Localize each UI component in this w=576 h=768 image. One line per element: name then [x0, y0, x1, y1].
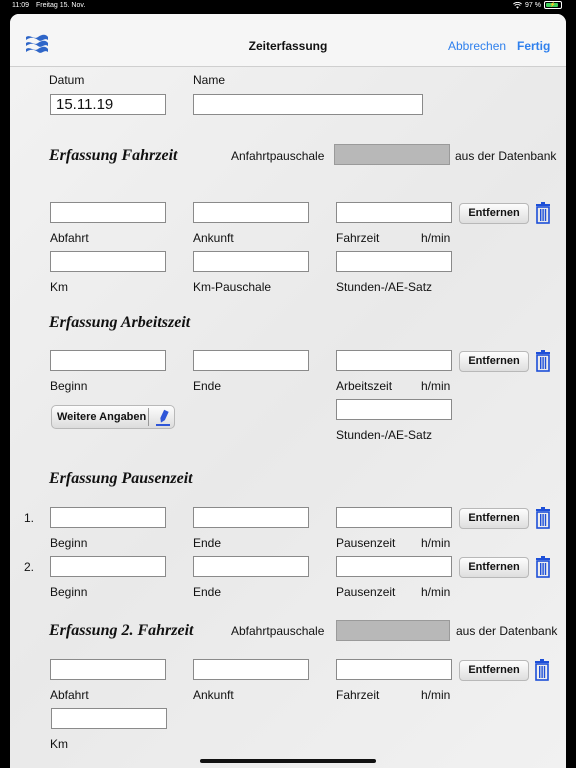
remove-pause1-button[interactable]: Entfernen: [459, 508, 529, 529]
fahrzeit-heading: Erfassung Fahrzeit: [49, 147, 178, 164]
pause-row-number: 1.: [24, 511, 35, 525]
remove-pause2-button[interactable]: Entfernen: [459, 557, 529, 578]
pause1-ende-label: Ende: [193, 536, 222, 550]
pause2-ende-label: Ende: [193, 585, 222, 599]
ankunft2-field[interactable]: [193, 659, 309, 680]
database-label: aus der Datenbank: [456, 624, 558, 638]
pause-row-number: 2.: [24, 560, 35, 574]
abfahrt2-field[interactable]: [50, 659, 166, 680]
km-pauschale-label: Km-Pauschale: [193, 280, 272, 294]
km-field[interactable]: [50, 251, 166, 272]
ankunft-label: Ankunft: [193, 231, 234, 245]
pausenzeit-heading: Erfassung Pausenzeit: [49, 470, 193, 487]
home-indicator[interactable]: [200, 759, 376, 763]
fahrzeit2-unit: h/min: [421, 688, 451, 702]
abfahrt2-label: Abfahrt: [50, 688, 89, 702]
anfahrtpauschale-field[interactable]: [334, 144, 450, 165]
arbeitszeit-heading: Erfassung Arbeitszeit: [49, 314, 191, 331]
pause2-beginn-label: Beginn: [50, 585, 88, 599]
battery-percent: 97 %: [525, 1, 541, 9]
pause1-zeit-label: Pausenzeit: [336, 536, 396, 550]
stundensatz-field[interactable]: [336, 251, 452, 272]
pause2-beginn-field[interactable]: [50, 556, 166, 577]
remove-fahrzeit2-button[interactable]: Entfernen: [459, 660, 529, 681]
wifi-icon: [513, 2, 522, 9]
fahrzeit-unit: h/min: [421, 231, 451, 245]
pause1-ende-field[interactable]: [193, 507, 309, 528]
form-sheet: [10, 14, 566, 768]
pause2-unit: h/min: [421, 585, 451, 599]
pause1-zeit-field[interactable]: [336, 507, 452, 528]
ende-label: Ende: [193, 379, 222, 393]
pause1-beginn-field[interactable]: [50, 507, 166, 528]
pause2-zeit-label: Pausenzeit: [336, 585, 396, 599]
button-separator: [148, 408, 149, 426]
pause2-zeit-field[interactable]: [336, 556, 452, 577]
status-date: Freitag 15. Nov.: [36, 2, 86, 9]
remove-fahrzeit-button[interactable]: Entfernen: [459, 203, 529, 224]
name-field[interactable]: [193, 94, 423, 115]
ende-field[interactable]: [193, 350, 309, 371]
stundensatz-label: Stunden-/AE-Satz: [336, 280, 433, 294]
trash-icon[interactable]: [534, 659, 550, 681]
form-content: [10, 67, 566, 768]
navigation-bar: [10, 14, 566, 67]
trash-icon[interactable]: [535, 507, 551, 529]
ankunft-field[interactable]: [193, 202, 309, 223]
stundensatz-arbeit-label: Stunden-/AE-Satz: [336, 428, 433, 442]
beginn-label: Beginn: [50, 379, 88, 393]
fahrzeit2-label: Fahrzeit: [336, 688, 380, 702]
fahrzeit2-field[interactable]: [336, 659, 452, 680]
cancel-button[interactable]: Abbrechen: [448, 39, 507, 53]
arbeitszeit-label: Arbeitszeit: [336, 379, 393, 393]
status-time: 11:09: [12, 2, 29, 9]
abfahrt-label: Abfahrt: [50, 231, 89, 245]
trash-icon[interactable]: [535, 350, 551, 372]
arbeitszeit-unit: h/min: [421, 379, 451, 393]
date-label: Datum: [49, 73, 85, 87]
km-pauschale-field[interactable]: [193, 251, 309, 272]
remove-arbeitszeit-button[interactable]: Entfernen: [459, 351, 529, 372]
km2-label: Km: [50, 737, 68, 751]
abfahrt-field[interactable]: [50, 202, 166, 223]
stundensatz-arbeit-field[interactable]: [336, 399, 452, 420]
anfahrtpauschale-label: Anfahrtpauschale: [231, 149, 325, 163]
status-bar: [0, 0, 576, 14]
date-field[interactable]: 15.11.19: [50, 94, 166, 115]
fahrzeit-label: Fahrzeit: [336, 231, 380, 245]
battery-icon: ⚡: [544, 1, 562, 9]
more-details-label: Weitere Angaben: [57, 411, 147, 423]
done-button[interactable]: Fertig: [517, 39, 551, 53]
name-label: Name: [193, 73, 226, 87]
status-right: [513, 1, 562, 9]
pause1-beginn-label: Beginn: [50, 536, 88, 550]
more-details-button[interactable]: [51, 405, 175, 429]
abfahrtpauschale-label: Abfahrtpauschale: [231, 624, 325, 638]
database-label: aus der Datenbank: [455, 149, 557, 163]
trash-icon[interactable]: [535, 556, 551, 578]
pause1-unit: h/min: [421, 536, 451, 550]
edit-pencil-icon: [153, 408, 173, 428]
arbeitszeit-field[interactable]: [336, 350, 452, 371]
km-label: Km: [50, 280, 68, 294]
beginn-field[interactable]: [50, 350, 166, 371]
pause2-ende-field[interactable]: [193, 556, 309, 577]
fahrzeit-field[interactable]: [336, 202, 452, 223]
ankunft2-label: Ankunft: [193, 688, 234, 702]
page-title: Zeiterfassung: [248, 39, 328, 53]
fahrzeit2-heading: Erfassung 2. Fahrzeit: [49, 622, 194, 639]
abfahrtpauschale-field[interactable]: [336, 620, 450, 641]
trash-icon[interactable]: [535, 202, 551, 224]
km2-field[interactable]: [51, 708, 167, 729]
